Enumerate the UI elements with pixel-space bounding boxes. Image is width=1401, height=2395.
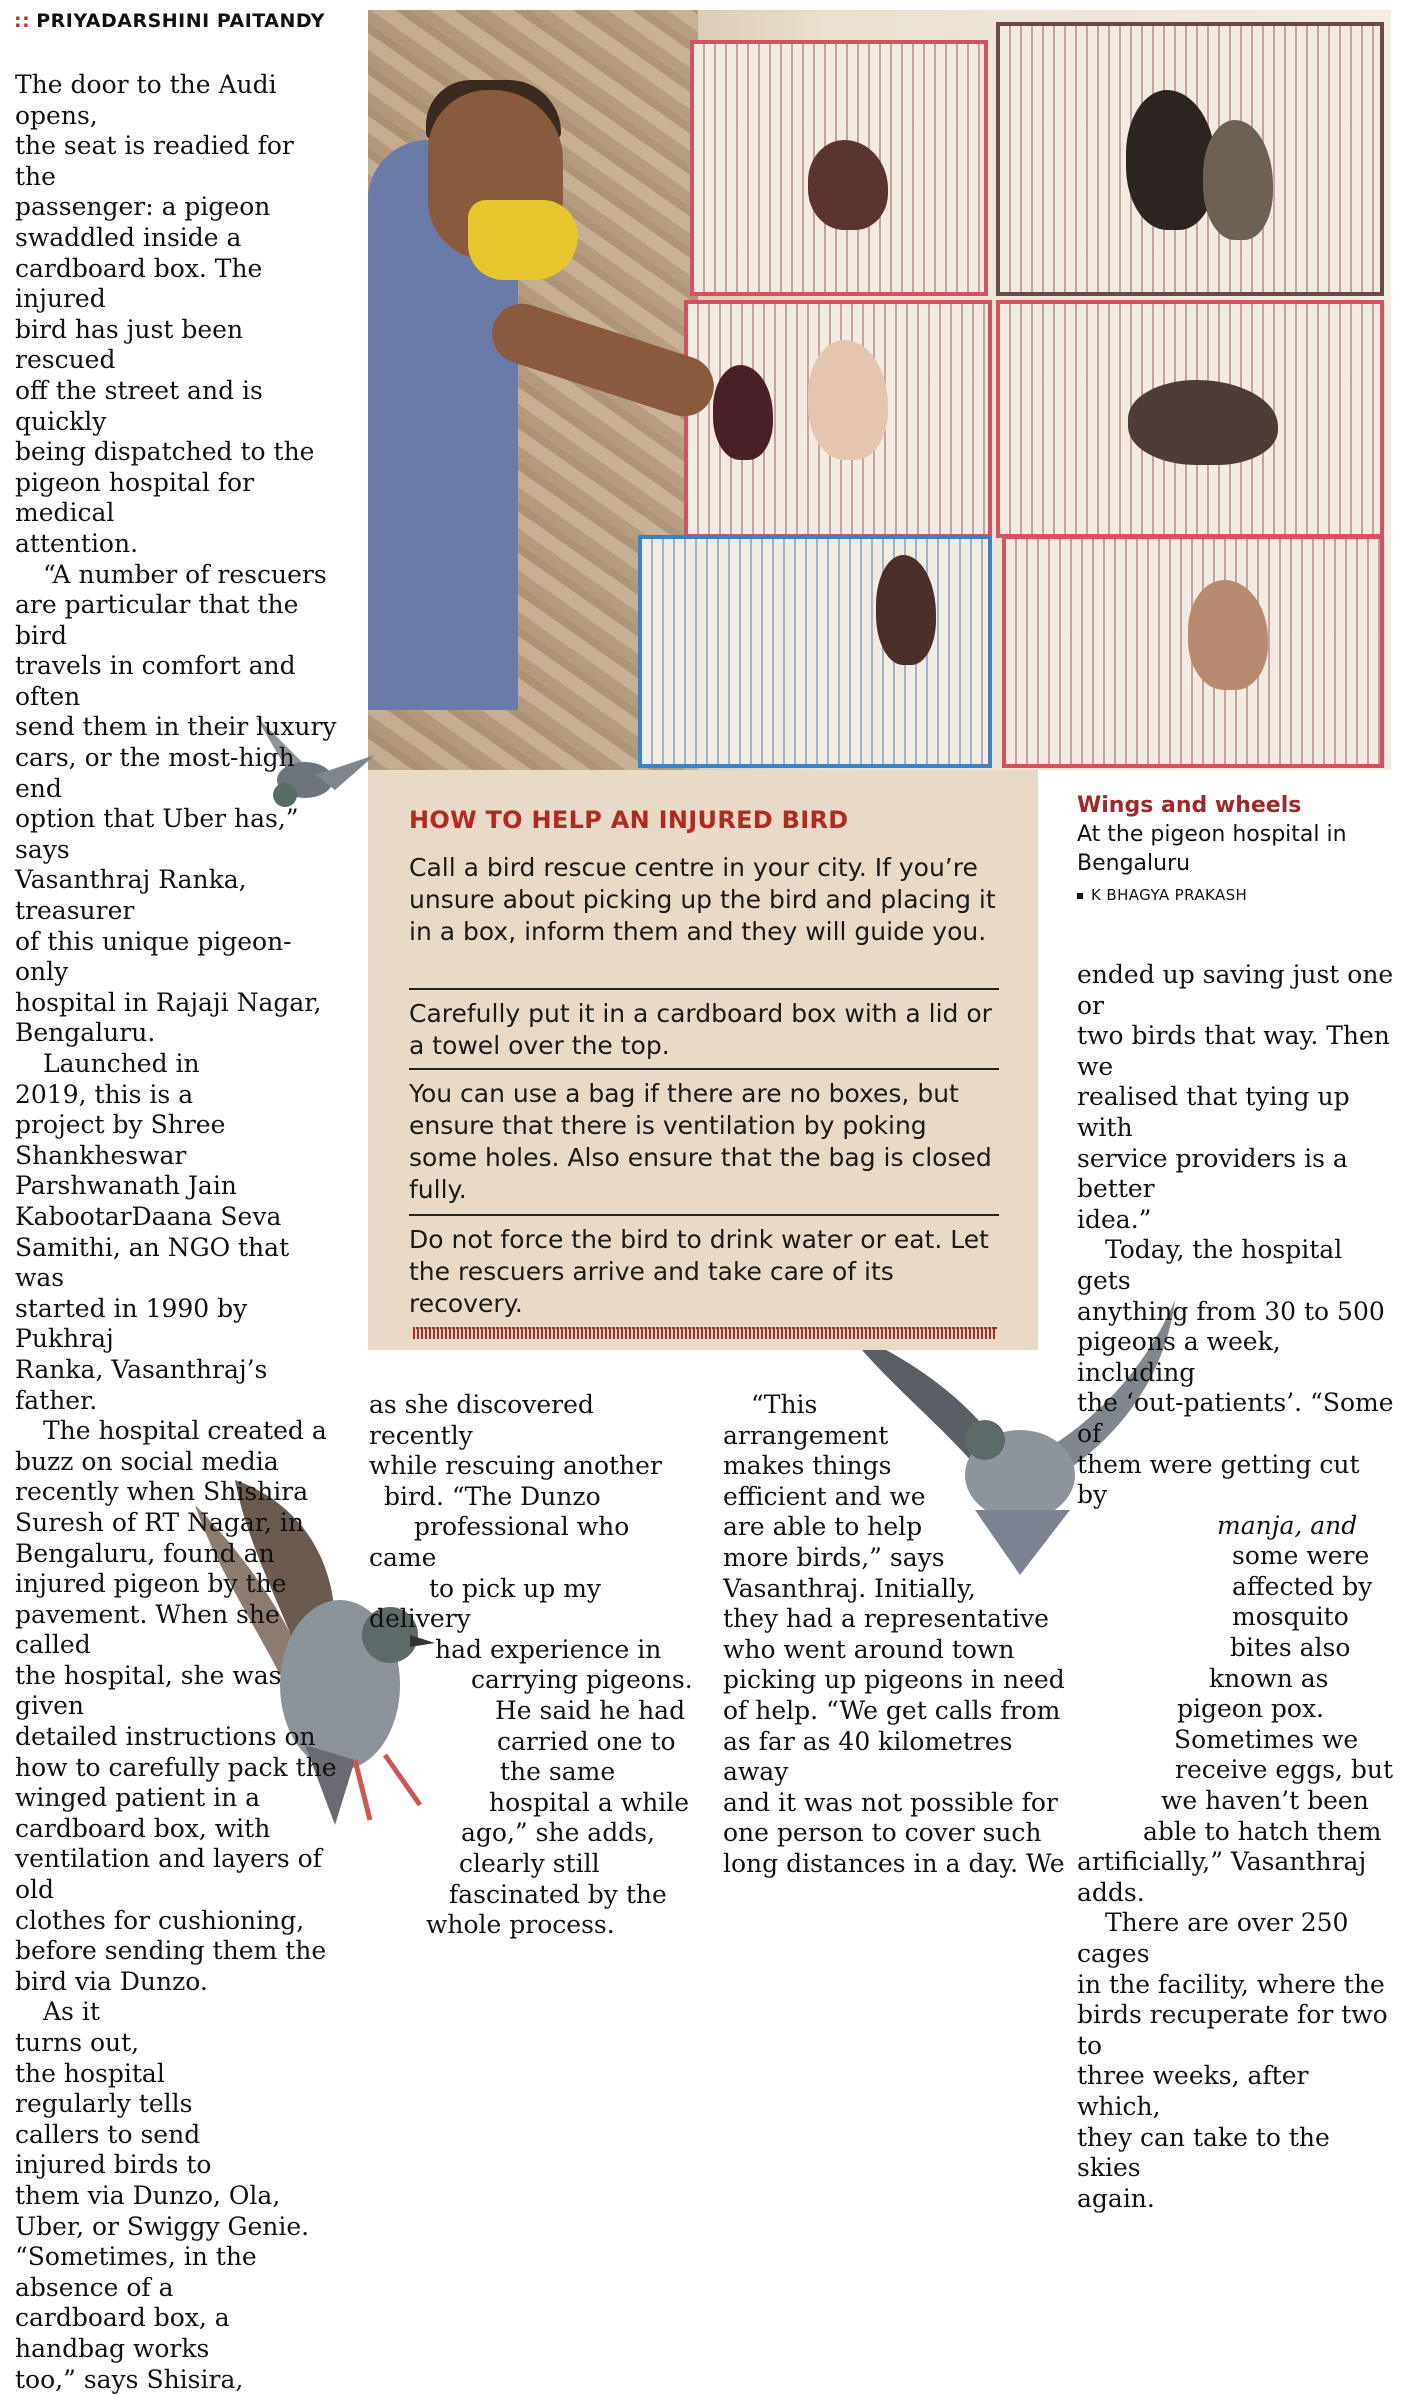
text-line: them via Dunzo, Ola, [15, 2180, 281, 2210]
paragraph [723, 1390, 1073, 1880]
text-line: bird. “The Dunzo [384, 1481, 601, 1511]
text-line: KabootarDaana Seva [15, 1201, 282, 1231]
text-line: too,” says Shisira, [15, 2364, 244, 2394]
text-line: three weeks, after which, [1077, 2061, 1309, 2121]
text-line: the ‘out-patients’. “Some of [1077, 1388, 1394, 1448]
text-line: Bengaluru, found an [15, 1538, 275, 1568]
text-line: ago,” she adds, [461, 1818, 655, 1848]
text-line: detailed instructions on [15, 1722, 316, 1752]
text-line: “A number of rescuers [43, 559, 327, 589]
text-line: them were getting cut by [1077, 1449, 1360, 1510]
byline [14, 10, 325, 32]
text-line: cardboard box, a [15, 2303, 230, 2333]
text-line: Vasanthraj. Initially, [723, 1573, 976, 1603]
text-line: pigeon pox. [1177, 1694, 1324, 1724]
text-line: buzz on social media [15, 1446, 279, 1476]
text-line: while rescuing another [369, 1451, 662, 1481]
text-line: adds. [1077, 1877, 1145, 1907]
text-line: makes things [723, 1451, 892, 1481]
text-line: bird via Dunzo. [15, 1966, 208, 1996]
text-line: pigeon hospital for medical [15, 467, 255, 528]
text-line: again. [1077, 2183, 1155, 2213]
photo-credit [1077, 886, 1377, 904]
text-line: we haven’t been [1161, 1786, 1369, 1816]
text-line: one person to cover such [723, 1818, 1042, 1848]
text-line: are able to help [723, 1512, 923, 1542]
text-line: artificially,” Vasanthraj [1077, 1847, 1367, 1877]
photo-caption [1077, 792, 1377, 904]
text-line: started in 1990 by Pukhraj [15, 1293, 248, 1354]
text-line: efficient and we [723, 1481, 926, 1511]
text-line: The hospital created a [43, 1416, 327, 1446]
text-line: affected by [1232, 1571, 1373, 1601]
text-line: “Sometimes, in the [15, 2242, 257, 2272]
text-line: being dispatched to the [15, 437, 315, 467]
text-line: There are over 250 cages [1077, 1908, 1349, 1968]
sidebar-divider [409, 1214, 999, 1216]
text-line: who went around town [723, 1634, 1015, 1664]
text-line: Shankheswar [15, 1140, 187, 1170]
text-line: Parshwanath Jain [15, 1171, 237, 1201]
text-line: hospital a while [489, 1787, 690, 1817]
paragraph [369, 1390, 699, 1941]
sidebar-tip-2: Carefully put it in a cardboard box with a lid or a towel over the top. [409, 999, 992, 1060]
text-line: fascinated by the [449, 1879, 667, 1909]
text-line: winged patient in a [15, 1783, 261, 1813]
text-line: and it was not possible for [723, 1787, 1058, 1817]
text-line: cars, or the most-high end [15, 743, 295, 803]
sidebar-tip-4: Do not force the bird to drink water or eat. Let the rescuers arrive and take care of its recovery. [409, 1225, 989, 1318]
text-line: Vasanthraj Ranka, treasurer [15, 865, 247, 926]
paragraph [1077, 960, 1397, 2214]
article-column-1 [15, 70, 340, 2395]
text-line: injured birds to [15, 2150, 212, 2180]
text-line: As it [43, 1997, 100, 2027]
text-line: of this unique pigeon-only [15, 926, 292, 987]
text-line: picking up pigeons in need [723, 1665, 1065, 1695]
caption-title: Wings and wheels [1077, 793, 1302, 818]
text-line: carrying pigeons. [471, 1665, 693, 1695]
text-line: off the street and is quickly [15, 375, 263, 436]
caption-text: At the pigeon hospital in Bengaluru [1077, 822, 1347, 876]
text-line: service providers is a better [1077, 1143, 1348, 1204]
sidebar-title: HOW TO HELP AN INJURED BIRD [409, 806, 849, 834]
sidebar-tip-3: You can use a bag if there are no boxes, but ensure that there is ventilation by poking some holes. Also ensure that the bag is closed fully. [409, 1079, 992, 1204]
text-line: attention. [15, 528, 139, 558]
text-line: “This [751, 1390, 818, 1419]
text-line: Samithi, an NGO that was [15, 1232, 290, 1293]
text-line: regularly tells [15, 2089, 193, 2119]
text-line: had experience in [435, 1634, 662, 1664]
text-line: professional who came [369, 1512, 630, 1572]
text-line: they can take to the skies [1077, 2122, 1330, 2183]
text-line: ended up saving just one or [1077, 960, 1394, 1020]
how-to-help-sidebar [368, 770, 1038, 1350]
text-line: known as [1209, 1663, 1329, 1693]
sidebar-divider [409, 1068, 999, 1070]
text-line: cardboard box, with [15, 1813, 271, 1843]
text-line: idea.” [1077, 1204, 1152, 1234]
text-line: whole process. [426, 1910, 615, 1940]
text-line: how to carefully pack the [15, 1752, 337, 1782]
text-line: carried one to [497, 1726, 676, 1756]
article-column-4 [1077, 960, 1397, 2214]
text-line: mosquito [1232, 1602, 1349, 1632]
square-bullet-icon [1077, 893, 1083, 899]
text-line: recently when Shishira [15, 1477, 309, 1507]
text-line: He said he had [495, 1695, 686, 1725]
text-line: cardboard box. The injured [15, 253, 263, 314]
text-line: in the facility, where the [1077, 1969, 1385, 1999]
article-column-2 [369, 1390, 699, 1941]
text-line: manja, and [1217, 1510, 1358, 1540]
byline-prefix: :: [14, 10, 31, 32]
text-line: two birds that way. Then we [1077, 1021, 1390, 1081]
text-line: hospital in Rajaji Nagar, [15, 987, 322, 1017]
text-line: The door to the Audi opens, [15, 70, 277, 130]
text-line: project by Shree [15, 1110, 226, 1140]
text-line: Today, the hospital gets [1077, 1235, 1343, 1295]
text-line: clearly still [459, 1848, 600, 1878]
text-line: long distances in a day. We [723, 1848, 1065, 1878]
text-line: pavement. When she called [15, 1599, 280, 1660]
text-line: handbag works [15, 2333, 210, 2363]
text-line: turns out, [15, 2028, 140, 2057]
text-line: as far as 40 kilometres away [723, 1726, 1013, 1787]
text-line: ventilation and layers of old [15, 1844, 322, 1905]
text-line: of help. “We get calls from [723, 1695, 1061, 1725]
text-line: callers to send [15, 2119, 201, 2149]
text-line: pigeons a week, including [1077, 1327, 1281, 1387]
text-line: realised that tying up with [1077, 1082, 1350, 1142]
text-line: bird has just been rescued [15, 314, 244, 375]
text-line: anything from 30 to 500 [1077, 1296, 1385, 1326]
text-line: are particular that the bird [15, 590, 299, 650]
text-line: absence of a [15, 2272, 174, 2302]
text-line: option that Uber has,” says [15, 804, 299, 864]
text-line: some were [1232, 1541, 1370, 1571]
cage-bottom-left [638, 535, 992, 768]
photo-pigeon-hospital [368, 10, 1391, 770]
text-line: arrangement [723, 1420, 889, 1450]
text-line: send them in their luxury [15, 712, 337, 742]
text-line: Ranka, Vasanthraj’s father. [15, 1354, 268, 1415]
paragraph [15, 70, 340, 2395]
sidebar-divider [409, 988, 999, 990]
byline-author: PRIYADARSHINI PAITANDY [36, 10, 326, 32]
text-line: the hospital [15, 2058, 165, 2088]
text-line: to pick up my delivery [369, 1573, 602, 1634]
text-line: injured pigeon by the [15, 1569, 287, 1599]
text-line: the hospital, she was given [15, 1660, 282, 1721]
text-line: before sending them the [15, 1936, 327, 1966]
text-line: receive eggs, but [1175, 1755, 1394, 1785]
text-line: they had a representative [723, 1604, 1049, 1634]
text-line: Sometimes we [1174, 1724, 1359, 1754]
text-line: travels in comfort and often [15, 651, 296, 711]
text-line: Launched in [43, 1049, 200, 1078]
sidebar-tip-1: Call a bird rescue centre in your city. If you’re unsure about picking up the bird and placing it in a box, inform them and they will guide you. [409, 853, 996, 946]
text-line: bites also [1230, 1633, 1351, 1663]
text-line: able to hatch them [1143, 1816, 1382, 1846]
text-line: Suresh of RT Nagar, in [15, 1507, 304, 1537]
text-line: passenger: a pigeon [15, 192, 271, 222]
text-line: the seat is readied for the [15, 131, 294, 191]
text-line: the same [500, 1757, 616, 1787]
text-line: birds recuperate for two to [1077, 2000, 1388, 2060]
text-line: Uber, or Swiggy Genie. [15, 2211, 310, 2241]
text-line: 2019, this is a [15, 1079, 194, 1109]
text-line: swaddled inside a [15, 222, 242, 252]
face-mask [468, 200, 578, 280]
text-line: Bengaluru. [15, 1018, 156, 1048]
text-line: K BHAGYA PRAKASH [1091, 886, 1248, 904]
sidebar-dotted-rule [413, 1327, 997, 1339]
article-column-3 [723, 1390, 1073, 1880]
text-line: as she discovered recently [369, 1390, 594, 1450]
text-line: clothes for cushioning, [15, 1905, 305, 1935]
text-line: more birds,” says [723, 1542, 945, 1572]
